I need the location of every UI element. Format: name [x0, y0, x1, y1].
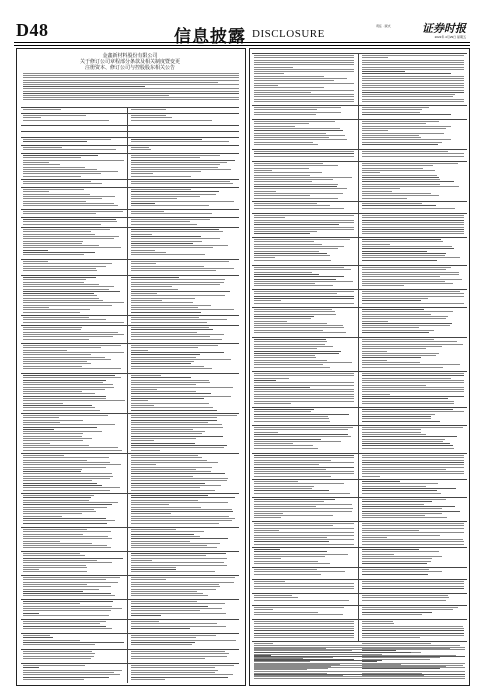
table-row-rule [21, 113, 239, 114]
text-block [254, 107, 354, 118]
text-block [23, 577, 125, 598]
table-row-rule [252, 521, 467, 522]
text-block [23, 181, 125, 186]
text-block [362, 203, 464, 212]
text-block [362, 151, 464, 160]
table-row-rule [21, 325, 239, 326]
text-block [131, 327, 237, 342]
text-block [131, 577, 237, 598]
table-row-rule [21, 373, 239, 374]
text-block [131, 665, 237, 682]
text-block [23, 73, 239, 103]
table-row-rule [252, 593, 467, 594]
text-block [254, 523, 354, 546]
table-row-rule [21, 275, 239, 276]
text-block [362, 267, 464, 288]
page-header [14, 20, 470, 47]
text-block [23, 553, 125, 574]
table-row-rule [252, 547, 467, 548]
table-row-rule [21, 527, 239, 528]
announcement-right-frame [249, 48, 470, 686]
page-number: D48 [16, 20, 49, 40]
table-row-rule [252, 119, 467, 120]
text-block [23, 327, 125, 342]
table-row-rule [252, 161, 467, 162]
table-row-rule [252, 453, 467, 454]
table-row-rule [21, 663, 239, 664]
text-block [23, 115, 125, 124]
table-row-rule [21, 599, 239, 600]
text-block [131, 181, 237, 186]
text-block [131, 651, 237, 662]
text-block [131, 635, 237, 648]
table-row-rule [252, 289, 467, 290]
text-block [362, 163, 464, 200]
text-block [23, 189, 125, 208]
text-block [131, 189, 237, 208]
text-block [131, 529, 237, 550]
text-block [23, 109, 63, 112]
text-block [362, 481, 464, 496]
text-block [131, 495, 237, 526]
date-line: 2022年 4月29日 星期五 [434, 35, 466, 39]
table-row-rule [21, 493, 239, 494]
table-row-rule [21, 619, 239, 620]
text-block [362, 239, 464, 264]
text-block [254, 455, 354, 478]
text-block [254, 215, 354, 236]
text-block [23, 277, 125, 314]
text-block [131, 147, 237, 152]
announcement-title-line-1: 关于修订公司章程部分条款及相关制度暨变更 [79, 59, 180, 65]
text-block [362, 427, 464, 452]
table-row-rule [21, 575, 239, 576]
text-block [23, 229, 125, 258]
table-column-rule [358, 53, 359, 641]
table-row-rule [21, 131, 239, 132]
text-block [254, 121, 354, 148]
table-row-rule [21, 343, 239, 344]
text-block [254, 549, 354, 566]
text-block [23, 529, 125, 550]
text-block [254, 55, 354, 104]
text-block [254, 291, 354, 306]
text-block [131, 261, 237, 274]
table-row-rule [252, 605, 467, 606]
table-row-rule [21, 453, 239, 454]
table-row-rule [21, 649, 239, 650]
text-block [23, 345, 125, 372]
text-block [23, 635, 125, 648]
text-block [254, 163, 354, 200]
text-block [131, 115, 237, 124]
table-row-rule [21, 187, 239, 188]
text-block [23, 665, 125, 682]
text-block [254, 645, 465, 681]
table-row-rule [252, 619, 467, 620]
text-block [362, 455, 464, 478]
text-block [362, 621, 464, 640]
newspaper-logo: 证券时报 [422, 22, 466, 35]
table-row-rule [252, 337, 467, 338]
text-block [254, 409, 354, 424]
table-row-rule [21, 107, 239, 108]
table-row-rule [252, 371, 467, 372]
table-row-rule [252, 105, 467, 106]
table-row-rule [21, 413, 239, 414]
text-block [254, 595, 354, 604]
table-row-rule [21, 551, 239, 552]
text-block [131, 375, 237, 412]
text-block [23, 155, 125, 178]
text-block [23, 261, 125, 274]
text-block [254, 569, 354, 578]
text-block [362, 595, 464, 604]
text-block [131, 277, 237, 314]
text-block [254, 481, 354, 496]
table-row-rule [21, 217, 239, 218]
table-row-rule [252, 567, 467, 568]
table-row-rule [252, 579, 467, 580]
text-block [23, 455, 125, 492]
text-block [131, 345, 237, 372]
text-block [23, 651, 125, 662]
text-block [254, 239, 354, 264]
table-row-rule [21, 209, 239, 210]
section-title-en: DISCLOSURE [252, 28, 325, 40]
table-row-rule [252, 53, 467, 54]
text-block [254, 151, 354, 160]
table-row-rule [21, 179, 239, 180]
table-row-rule [252, 265, 467, 266]
text-block [23, 621, 125, 632]
table-row-rule [21, 259, 239, 260]
text-block [131, 219, 237, 226]
text-block [23, 317, 125, 324]
text-block [362, 581, 464, 592]
text-block [254, 309, 354, 336]
text-block [23, 375, 125, 412]
table-row-rule [252, 497, 467, 498]
text-block [23, 147, 125, 152]
text-block [254, 427, 354, 452]
announcement-title-line-2: 注册资本、修订公司与控股股东相关公告 [84, 65, 175, 71]
text-block [254, 499, 354, 520]
table-column-rule [127, 107, 128, 683]
header-rule [14, 42, 470, 43]
table-row-rule [252, 149, 467, 150]
text-block [362, 339, 464, 370]
text-block [131, 553, 237, 574]
text-block [131, 601, 237, 618]
text-block [23, 495, 125, 526]
text-block [362, 291, 464, 306]
table-row-rule [252, 479, 467, 480]
text-block [362, 309, 464, 336]
text-block [362, 549, 464, 566]
table-row-rule [252, 213, 467, 214]
text-block [362, 373, 464, 406]
section-title: 信息披露 [174, 27, 246, 47]
editor-line: 责任 · 版式 [376, 24, 391, 28]
text-block [23, 415, 125, 452]
text-block [23, 211, 125, 216]
text-block [254, 607, 354, 618]
text-block [131, 317, 237, 324]
announcement-left-frame [16, 48, 246, 686]
table-row-rule [252, 407, 467, 408]
table-row-rule [21, 227, 239, 228]
announcement-company: 金鑫新材料股份有限公司 [102, 53, 158, 59]
table-row-rule [252, 307, 467, 308]
table-row-rule [252, 641, 467, 642]
text-block [131, 139, 237, 144]
text-block [131, 415, 237, 452]
text-block [131, 211, 237, 216]
text-block [362, 409, 464, 424]
table-row-rule [252, 237, 467, 238]
text-block [131, 109, 171, 112]
text-block [254, 373, 354, 406]
text-block [254, 339, 354, 370]
text-block [254, 621, 354, 640]
table-row-rule [21, 153, 239, 154]
text-block [131, 621, 237, 632]
text-block [362, 55, 464, 104]
text-block [131, 155, 237, 178]
text-block [362, 499, 464, 520]
text-block [254, 581, 354, 592]
text-block [23, 601, 125, 618]
text-block [362, 523, 464, 546]
table-row-rule [21, 315, 239, 316]
table-row-rule [21, 633, 239, 634]
text-block [23, 219, 125, 226]
text-block [362, 121, 464, 148]
text-block [362, 215, 464, 236]
table-row-rule [21, 145, 239, 146]
text-block [23, 139, 125, 144]
text-block [131, 455, 237, 492]
table-row-rule [21, 137, 239, 138]
text-block [254, 203, 354, 212]
table-row-rule [21, 125, 239, 126]
header-rule-thin [14, 45, 470, 46]
table-row-rule [252, 425, 467, 426]
text-block [254, 267, 354, 288]
text-block [362, 607, 464, 618]
text-block [362, 107, 464, 118]
text-block [362, 569, 464, 578]
table-row-rule [252, 201, 467, 202]
text-block [131, 229, 237, 258]
